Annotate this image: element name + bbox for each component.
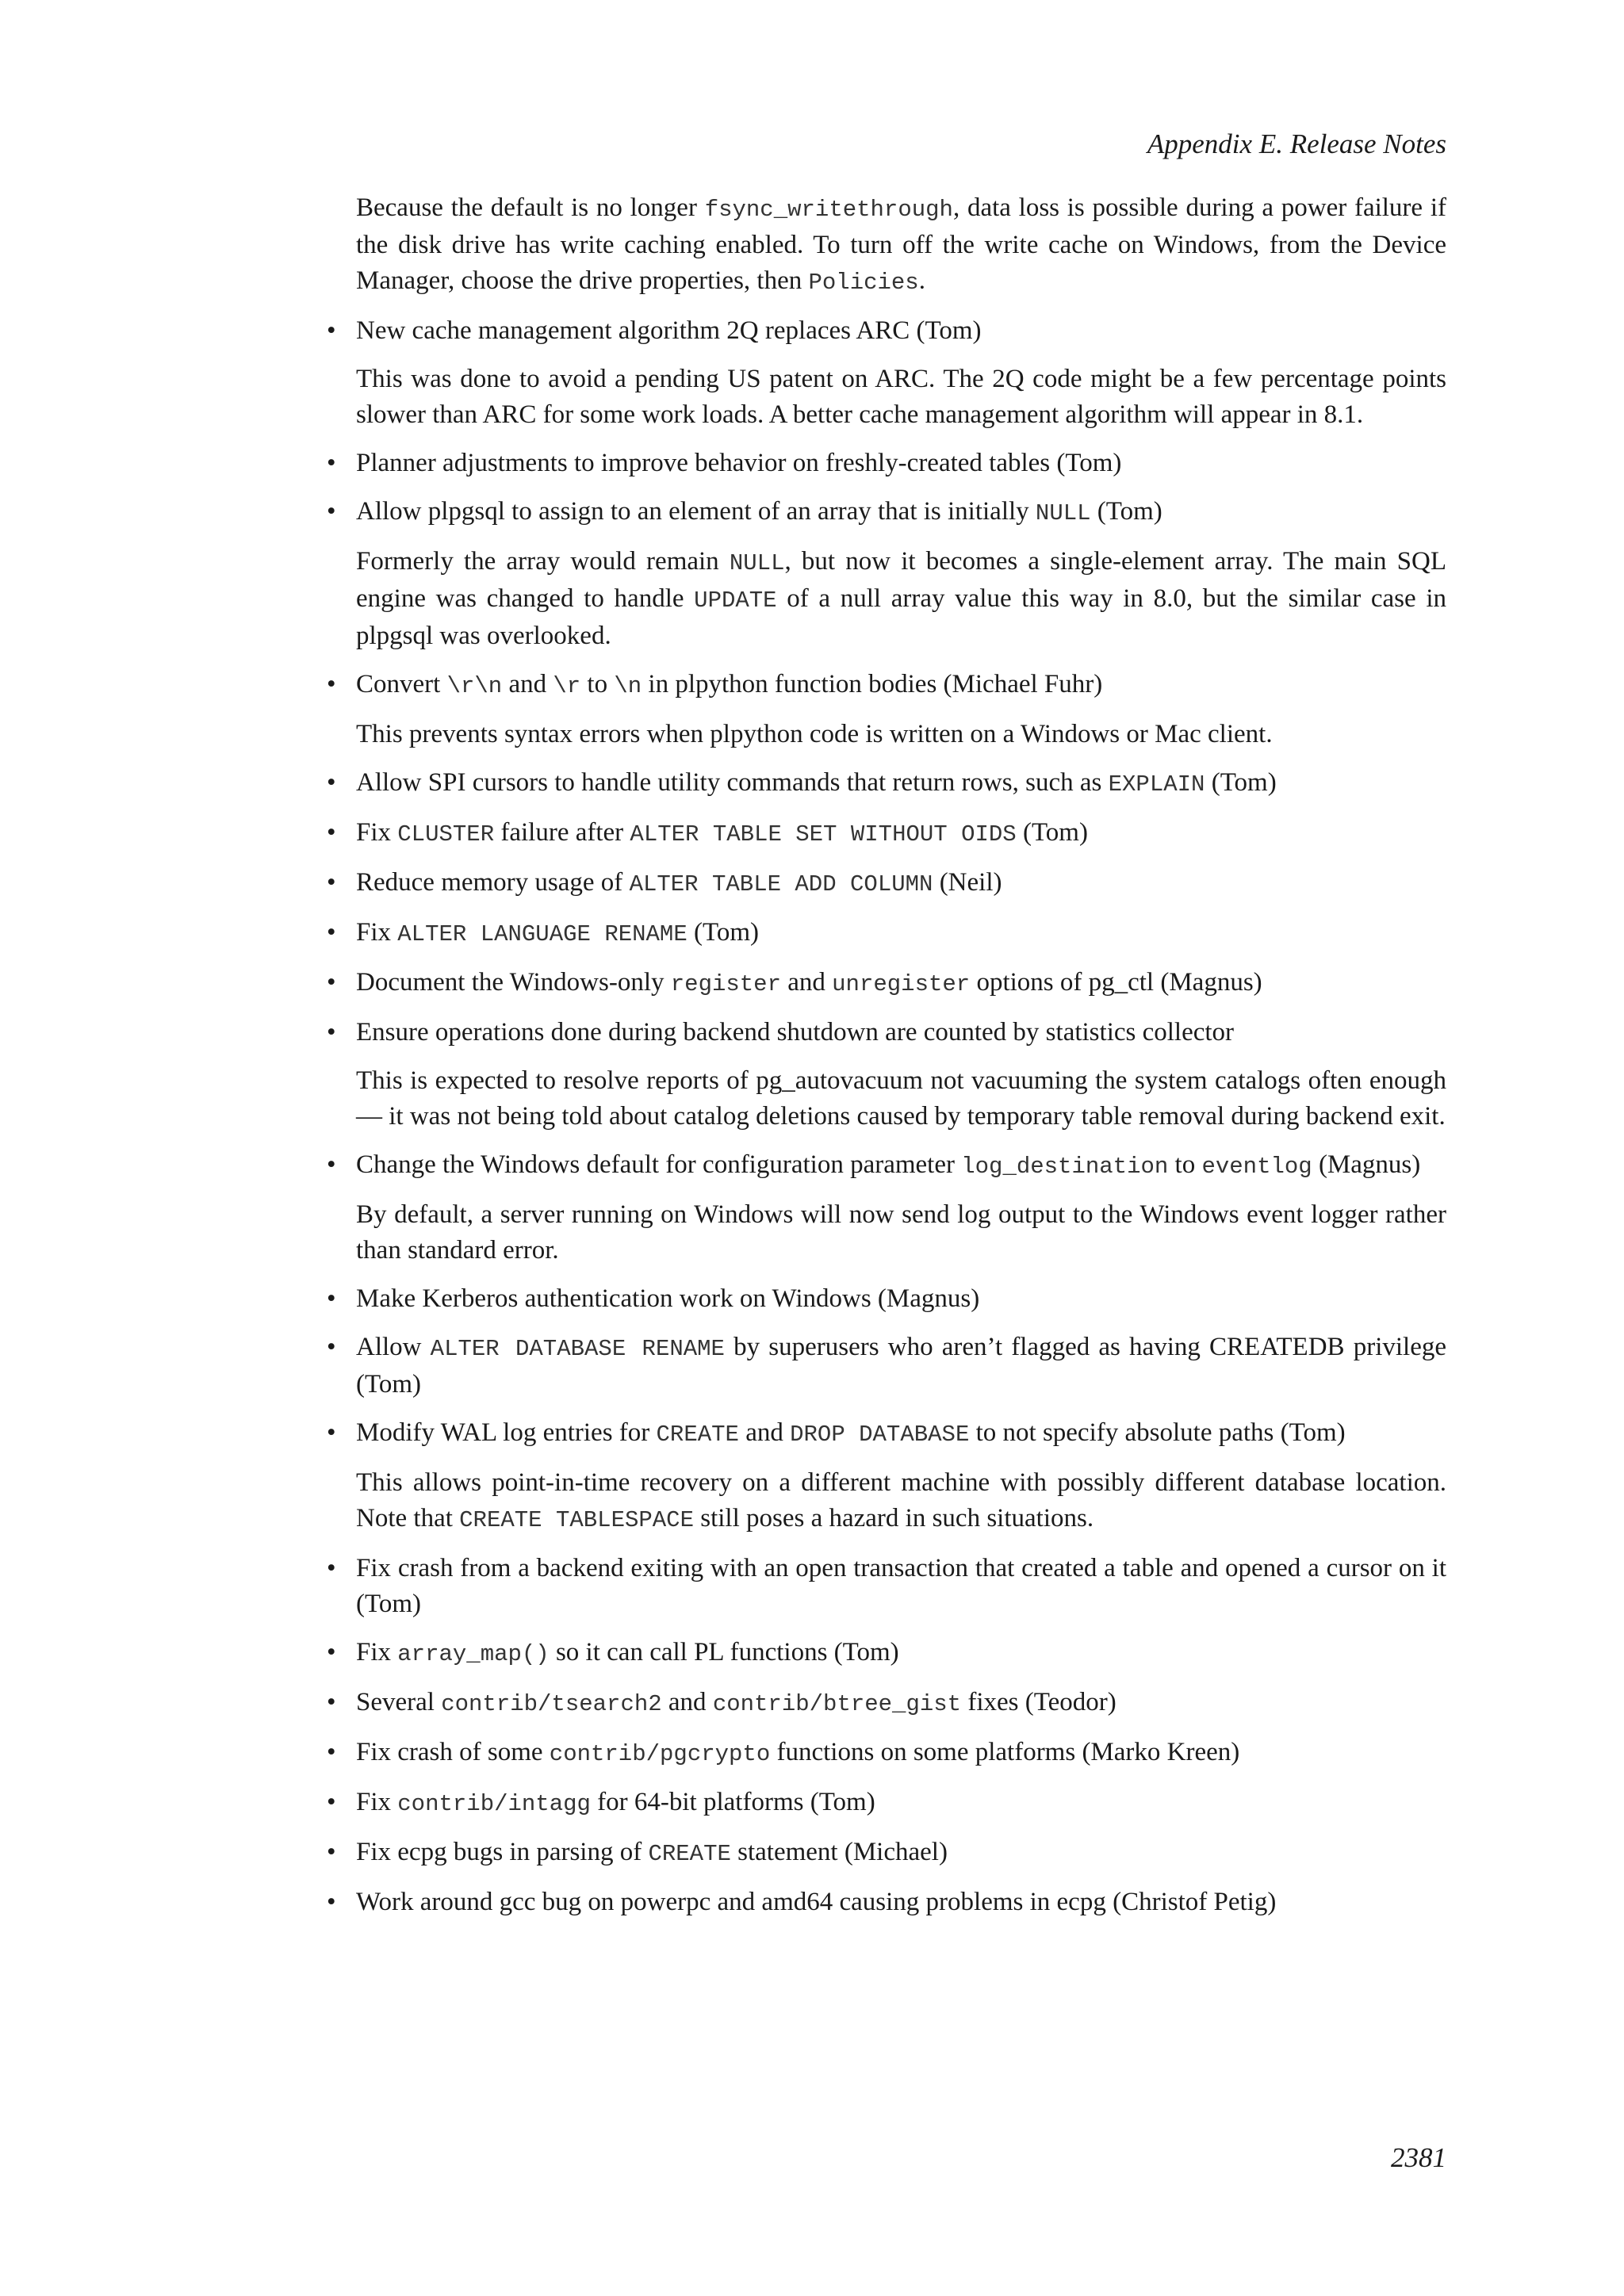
text-run: failure after — [494, 818, 630, 847]
inline-code: CREATE — [656, 1422, 739, 1448]
bullet-icon: • — [327, 316, 336, 345]
inline-code: contrib/tsearch2 — [441, 1691, 662, 1717]
text-run: Fix — [356, 818, 398, 847]
text-run: of a null array value this way in 8.0, but the similar case in plpgsql was overlooked. — [356, 584, 1446, 650]
text-run: functions on some platforms (Marko Kreen) — [770, 1738, 1240, 1766]
list-item — [327, 965, 1446, 1002]
list-item — [327, 446, 1446, 481]
list-item-text — [327, 965, 1446, 1002]
text-run: Ensure operations done during backend shutdown are counted by statistics collector — [356, 1018, 1235, 1047]
text-run: Document the Windows-only — [356, 968, 671, 997]
inline-code: unregister — [832, 971, 971, 997]
text-run: so it can call PL functions (Tom) — [549, 1638, 899, 1667]
text-run: Allow — [356, 1333, 431, 1361]
list-item-text — [327, 765, 1446, 802]
inline-code: contrib/pgcrypto — [549, 1741, 771, 1767]
text-run: (Magnus) — [1312, 1150, 1421, 1179]
list-item — [327, 1015, 1446, 1135]
running-header: Appendix E. Release Notes — [1147, 128, 1446, 159]
bullet-icon: • — [327, 1150, 336, 1179]
text-run: and — [781, 968, 833, 997]
inline-code: DROP DATABASE — [790, 1422, 970, 1448]
list-item-text — [327, 1330, 1446, 1402]
text-run: New cache management algorithm 2Q replaces ARC (Tom) — [356, 316, 982, 345]
text-run: Fix ecpg bugs in parsing of — [356, 1838, 649, 1866]
bullet-icon: • — [327, 818, 336, 847]
list-item-text — [327, 313, 1446, 349]
text-run: statement (Michael) — [730, 1838, 948, 1866]
bullet-icon: • — [327, 1838, 336, 1866]
list-item — [327, 815, 1446, 852]
bullet-icon: • — [327, 768, 336, 797]
text-run: Reduce memory usage of — [356, 868, 630, 897]
inline-code: eventlog — [1201, 1154, 1312, 1180]
bullet-icon: • — [327, 1638, 336, 1667]
list-item-text — [327, 1015, 1446, 1050]
text-run: Fix — [356, 918, 398, 947]
list-item-note — [356, 1197, 1446, 1269]
text-run: , data loss is possible during a power failure if the disk drive has write caching enabled. To turn off the write cache on Windows, from the Device Manager, choose the drive properties, then — [356, 193, 1446, 295]
list-item-note — [356, 362, 1446, 433]
list-item — [327, 667, 1446, 752]
list-item-text — [327, 1415, 1446, 1452]
bullet-icon: • — [327, 918, 336, 947]
inline-code: NULL — [729, 550, 785, 576]
inline-code: \r — [553, 673, 581, 699]
inline-code: NULL — [1035, 500, 1091, 526]
bullet-icon: • — [327, 497, 336, 526]
inline-code: log_destination — [961, 1154, 1169, 1180]
inline-code: fsync_writethrough — [704, 197, 953, 223]
list-item-text — [327, 1735, 1446, 1772]
list-item-text — [327, 446, 1446, 481]
list-item-text — [327, 1785, 1446, 1822]
text-run: Convert — [356, 670, 447, 698]
text-run: (Tom) — [1090, 497, 1162, 526]
list-item — [327, 1147, 1446, 1269]
text-run: options of pg_ctl (Magnus) — [970, 968, 1262, 997]
text-run: (Tom) — [1205, 768, 1277, 797]
text-run: to — [580, 670, 615, 698]
list-item-text — [327, 1635, 1446, 1672]
text-run: Formerly the array would remain — [356, 547, 730, 576]
bullet-icon: • — [327, 1284, 336, 1313]
text-run: Because the default is no longer — [356, 193, 705, 222]
list-item — [327, 1885, 1446, 1920]
text-run: still poses a hazard in such situations. — [694, 1504, 1094, 1533]
text-run: Allow plpgsql to assign to an element of an array that is initially — [356, 497, 1036, 526]
text-run: to — [1168, 1150, 1202, 1179]
text-run: Allow SPI cursors to handle utility commands that return rows, such as — [356, 768, 1109, 797]
text-run: and — [661, 1688, 713, 1716]
list-item-note — [356, 544, 1446, 654]
inline-code: \n — [614, 673, 642, 699]
page-number: 2381 — [1391, 2142, 1446, 2173]
list-item-note — [356, 717, 1446, 752]
list-item — [327, 1685, 1446, 1722]
list-item — [327, 765, 1446, 802]
text-run: . — [918, 266, 925, 295]
inline-code: ALTER TABLE ADD COLUMN — [629, 871, 933, 897]
bullet-icon: • — [327, 1418, 336, 1447]
inline-code: contrib/intagg — [397, 1791, 591, 1817]
text-run: Fix — [356, 1638, 398, 1667]
text-run: , but now it becomes a single-element array. The main SQL engine was changed to handle — [356, 547, 1446, 613]
text-run: Planner adjustments to improve behavior on freshly-created tables (Tom) — [356, 449, 1122, 477]
bullet-icon: • — [327, 1888, 336, 1916]
inline-code: ALTER LANGUAGE RENAME — [397, 921, 688, 947]
bullet-icon: • — [327, 1738, 336, 1766]
list-item — [327, 1330, 1446, 1402]
list-item-text — [327, 815, 1446, 852]
list-item-text — [327, 865, 1446, 902]
inline-code: ALTER DATABASE RENAME — [430, 1336, 725, 1362]
bullet-icon: • — [327, 1688, 336, 1716]
list-item — [327, 915, 1446, 952]
list-item-text — [327, 1147, 1446, 1184]
text-run: Fix — [356, 1788, 398, 1816]
inline-code: EXPLAIN — [1108, 771, 1205, 798]
text-run: Several — [356, 1688, 442, 1716]
bullet-icon: • — [327, 670, 336, 698]
release-notes-list — [327, 313, 1446, 1920]
text-run: This prevents syntax errors when plpython code is written on a Windows or Mac client. — [356, 720, 1273, 748]
list-item — [327, 1735, 1446, 1772]
text-run: in plpython function bodies (Michael Fuhr) — [642, 670, 1103, 698]
text-run: This allows point-in-time recovery on a different machine with possibly different database location. Note that — [356, 1468, 1446, 1533]
bullet-icon: • — [327, 968, 336, 997]
text-run: This is expected to resolve reports of pg_autovacuum not vacuuming the system catalogs often enough — it was not being told about catalog deletions caused by temporary table removal during backend exit. — [356, 1066, 1446, 1131]
list-item — [327, 1635, 1446, 1672]
text-run: and — [502, 670, 553, 698]
inline-code: contrib/btree_gist — [712, 1691, 962, 1717]
inline-code: UPDATE — [694, 587, 777, 614]
text-run: Fix crash of some — [356, 1738, 550, 1766]
text-run: By default, a server running on Windows will now send log output to the Windows event logger rather than standard error. — [356, 1200, 1446, 1265]
inline-code: Policies — [808, 270, 919, 296]
list-item-text — [327, 915, 1446, 952]
list-item-text — [327, 1885, 1446, 1920]
list-item-text — [327, 1551, 1446, 1622]
list-item-text — [327, 1835, 1446, 1872]
text-run: fixes (Teodor) — [961, 1688, 1116, 1716]
text-run: for 64-bit platforms (Tom) — [590, 1788, 875, 1816]
text-run: (Tom) — [687, 918, 760, 947]
intro-paragraphs — [356, 190, 1446, 300]
list-item — [327, 313, 1446, 433]
intro-paragraph — [356, 190, 1446, 300]
text-run: by superusers who aren’t flagged as having CREATEDB privilege (Tom) — [356, 1333, 1446, 1399]
inline-code: \r\n — [446, 673, 503, 699]
text-run: and — [738, 1418, 791, 1447]
list-item-text — [327, 667, 1446, 704]
text-run: (Neil) — [933, 868, 1002, 897]
list-item-text — [327, 494, 1446, 531]
text-run: Modify WAL log entries for — [356, 1418, 657, 1447]
list-item-note — [356, 1465, 1446, 1538]
inline-code: CLUSTER — [397, 821, 495, 848]
inline-code: ALTER TABLE SET WITHOUT OIDS — [630, 821, 1017, 848]
text-run: This was done to avoid a pending US patent on ARC. The 2Q code might be a few percentage points slower than ARC for some work loads. A better cache management algorithm will appear in 8.1. — [356, 365, 1446, 429]
list-item-text — [327, 1281, 1446, 1317]
list-item — [327, 1415, 1446, 1538]
list-item — [327, 494, 1446, 654]
bullet-icon: • — [327, 1788, 336, 1816]
bullet-icon: • — [327, 1018, 336, 1047]
text-run: to not specify absolute paths (Tom) — [969, 1418, 1346, 1447]
list-item — [327, 1835, 1446, 1872]
text-run: (Tom) — [1016, 818, 1088, 847]
release-notes-body — [327, 190, 1446, 1933]
text-run: Change the Windows default for configuration parameter — [356, 1150, 962, 1179]
text-run: Work around gcc bug on powerpc and amd64 causing problems in ecpg (Christof Petig) — [356, 1888, 1277, 1916]
list-item-note — [356, 1063, 1446, 1135]
inline-code: array_map() — [397, 1641, 550, 1667]
bullet-icon: • — [327, 868, 336, 897]
list-item — [327, 1551, 1446, 1622]
bullet-icon: • — [327, 1554, 336, 1582]
list-item — [327, 1785, 1446, 1822]
bullet-icon: • — [327, 1333, 336, 1361]
text-run: Make Kerberos authentication work on Windows (Magnus) — [356, 1284, 980, 1313]
list-item-text — [327, 1685, 1446, 1722]
inline-code: CREATE TABLESPACE — [459, 1507, 694, 1533]
list-item — [327, 1281, 1446, 1317]
inline-code: CREATE — [648, 1841, 731, 1867]
list-item — [327, 865, 1446, 902]
bullet-icon: • — [327, 449, 336, 477]
inline-code: register — [670, 971, 781, 997]
text-run: Fix crash from a backend exiting with an open transaction that created a table and opened a cursor on it (Tom) — [356, 1554, 1446, 1618]
